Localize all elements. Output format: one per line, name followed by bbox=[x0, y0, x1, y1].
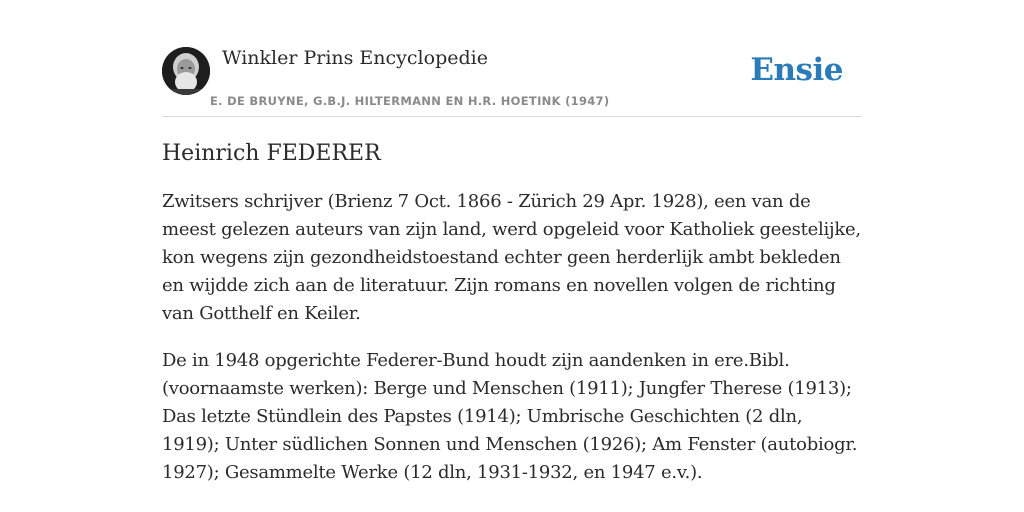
ensie-logo-link[interactable]: Ensie bbox=[750, 52, 843, 88]
article-paragraph: De in 1948 opgerichte Federer-Bund houdt zijn aandenken in ere.Bibl. (voornaamste werken): Berge und Menschen (1911); Jungfer Therese (1913); Das letzte Stündlein des Papstes (1914); Umbrische Geschichten (2 dln, 1919); Unter südlichen Sonnen und Menschen (1926); Am Fenster (autobiogr. 1927); Gesammelte Werke (12 dln, 1931-1932, en 1947 e.v.). bbox=[162, 350, 858, 483]
article-paragraph: Zwitsers schrijver (Brienz 7 Oct. 1866 - Zürich 29 Apr. 1928), een van de meest gelezen auteurs van zijn land, werd opgeleid voor Katholiek geestelijke, kon wegens zijn gezondheidstoestand echter geen herderlijk ambt bekleden en wijdde zich aan de literatuur. Zijn romans en novellen volgen de richting van Gotthelf en Keiler. bbox=[162, 191, 861, 324]
article bbox=[162, 138, 862, 506]
publication-authors: E. DE BRUYNE, G.B.J. HILTERMANN EN H.R. HOETINK (1947) bbox=[210, 94, 610, 108]
author-avatar[interactable] bbox=[162, 47, 210, 95]
article-title: Heinrich FEDERER bbox=[162, 141, 381, 166]
publication-title[interactable]: Winkler Prins Encyclopedie bbox=[222, 47, 488, 69]
publication-header bbox=[162, 40, 862, 117]
portrait-icon bbox=[162, 47, 210, 95]
